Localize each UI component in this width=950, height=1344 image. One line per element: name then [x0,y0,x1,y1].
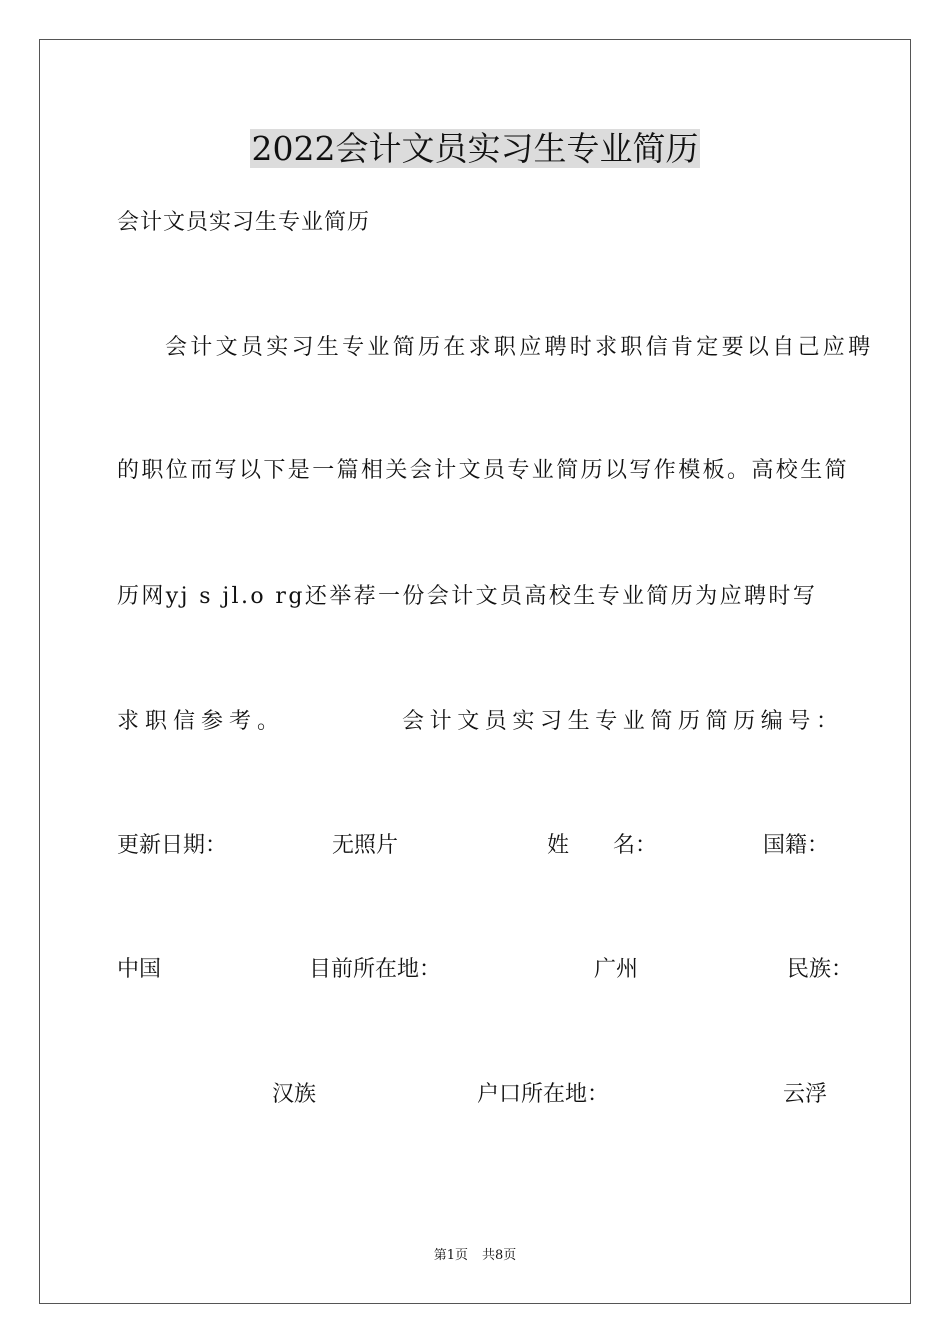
hukou-value: 云浮 [783,1082,828,1107]
ethnicity-label: 民族： [787,957,854,982]
hukou-label: 户口所在地： [477,1082,610,1107]
paragraph-line-3: 历网yj s jl.o rg还举荐一份会计文员高校生专业简历为应聘时写 [117,584,818,609]
document-subtitle: 会计文员实习生专业简历 [117,210,371,235]
paragraph-line-1 [117,333,874,363]
page-number-total: 共8页 [482,1248,517,1263]
document-title-text: 2022会计文员实习生专业简历 [251,129,699,168]
name-label: 姓 名： [547,833,658,858]
page-footer [0,1247,950,1265]
nationality-value: 中国 [117,957,162,982]
line4-left-text: 求职信参考。 [117,709,286,734]
line4-right-text: 会计文员实习生专业简历简历编号： [402,709,844,734]
document-title [0,128,950,170]
photo-placeholder: 无照片 [332,833,399,858]
ethnicity-value: 汉族 [272,1082,317,1107]
paragraph-line-1-text: 会计文员实习生专业简历在求职应聘时求职信肯定要以自己应聘 [165,335,874,360]
paragraph-line-2: 的职位而写以下是一篇相关会计文员专业简历以写作模板。高校生简 [117,458,850,483]
nationality-label: 国籍： [763,833,830,858]
current-location-value: 广州 [594,957,639,982]
page-number-current: 第1页 [433,1248,468,1263]
current-location-label: 目前所在地： [309,957,442,982]
update-date-label: 更新日期： [117,833,228,858]
